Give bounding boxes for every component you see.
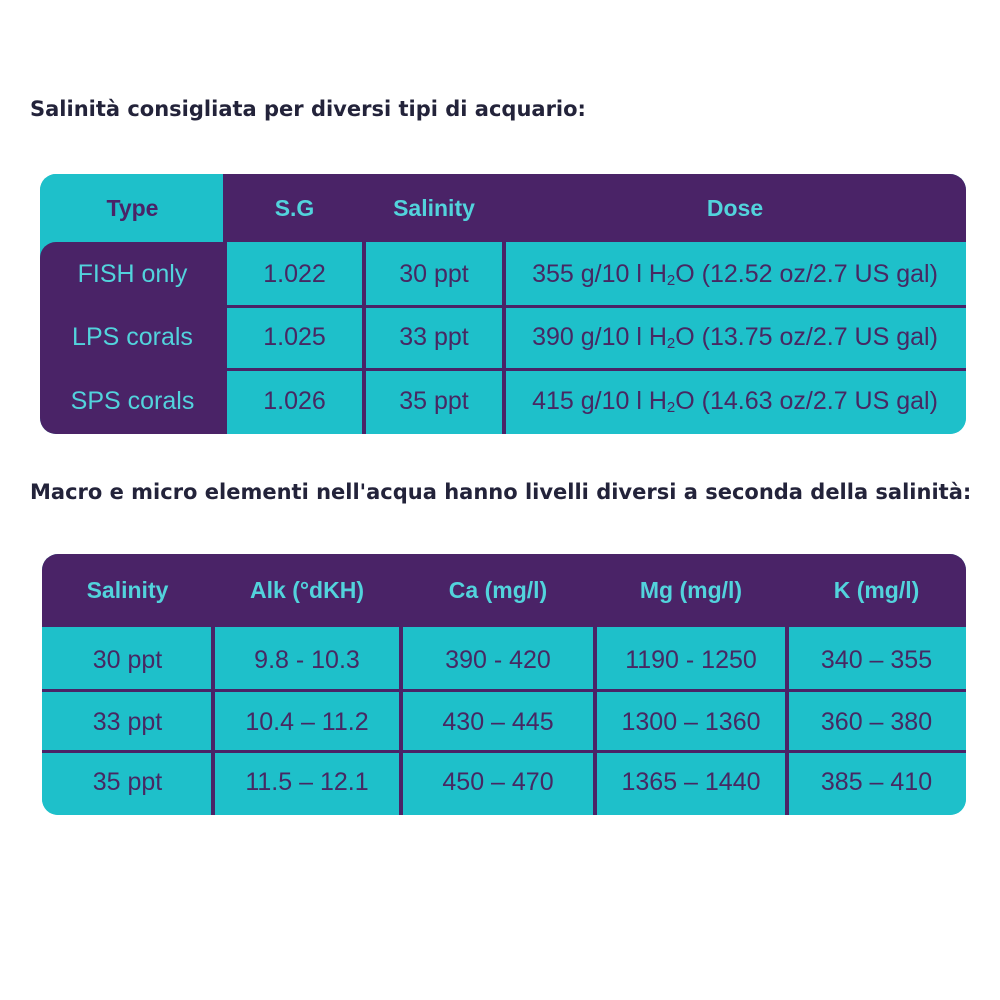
column-divider <box>211 554 215 815</box>
column-divider <box>223 174 227 434</box>
dose-subscript: 2 <box>666 399 676 416</box>
table-cell-sg: 1.022 <box>225 242 364 306</box>
table-cell-type: FISH only <box>40 242 225 306</box>
row-divider <box>40 368 966 371</box>
dose-text: 390 g/10 l H <box>532 323 667 351</box>
section-heading-elements: Macro e micro elementi nell'acqua hanno livelli diversi a seconda della salinità: <box>30 480 972 504</box>
table-header-salinity: Salinity <box>42 554 213 627</box>
table-cell-salinity: 30 ppt <box>364 242 504 306</box>
table-header-salinity: Salinity <box>364 174 504 242</box>
table-header-mg: Mg (mg/l) <box>595 554 787 627</box>
table-cell-sg: 1.026 <box>225 369 364 434</box>
dose-text: 355 g/10 l H <box>532 259 667 288</box>
table-header-type: Type <box>40 174 225 242</box>
dose-text-end: O (13.75 oz/2.7 US gal) <box>675 323 938 351</box>
dose-text: 415 g/10 l H <box>532 387 667 415</box>
column-divider <box>785 554 789 815</box>
table-cell-ca: 430 – 445 <box>442 707 554 736</box>
table-cell-type: LPS corals <box>40 306 225 369</box>
table-cell-salinity: 33 ppt <box>92 707 163 736</box>
column-divider <box>593 554 597 815</box>
table-cell-alk: 10.4 – 11.2 <box>245 707 369 736</box>
table-cell-salinity: 35 ppt <box>92 767 163 796</box>
table-cell-salinity: 35 ppt <box>364 369 504 434</box>
dose-subscript: 2 <box>666 335 676 352</box>
row-divider <box>40 305 966 308</box>
table-header-sg: S.G <box>225 174 364 242</box>
table-cell-alk: 9.8 - 10.3 <box>254 646 360 674</box>
column-divider <box>362 174 366 434</box>
table-header-ca: Ca (mg/l) <box>401 554 595 627</box>
row-divider <box>42 689 966 692</box>
table-cell-k: 385 – 410 <box>820 767 933 796</box>
dose-subscript: 2 <box>666 271 676 289</box>
dose-text-end: O (14.63 oz/2.7 US gal) <box>675 387 938 415</box>
row-divider <box>42 750 966 753</box>
column-divider <box>399 554 403 815</box>
table-cell-salinity: 33 ppt <box>364 306 504 369</box>
table-header-k: K (mg/l) <box>787 554 966 627</box>
table-cell-dose <box>504 369 966 434</box>
table-cell-alk: 11.5 – 12.1 <box>245 767 369 796</box>
table-cell-sg: 1.025 <box>225 306 364 369</box>
table-header-alk: Alk (°dKH) <box>213 554 401 627</box>
table-header-dose: Dose <box>504 174 966 242</box>
table-cell-salinity: 30 ppt <box>92 646 163 674</box>
table-cell-mg: 1190 - 1250 <box>625 646 757 674</box>
table-cell-type: SPS corals <box>40 369 225 434</box>
table-cell-k: 340 – 355 <box>820 646 933 674</box>
dose-text-end: O (12.52 oz/2.7 US gal) <box>675 259 938 288</box>
elements-table <box>42 554 966 815</box>
table-cell-dose <box>504 306 966 369</box>
section-heading-salinity: Salinità consigliata per diversi tipi di acquario: <box>30 97 586 121</box>
table-cell-mg: 1300 – 1360 <box>621 707 761 736</box>
column-divider <box>502 174 506 434</box>
table-cell-k: 360 – 380 <box>820 707 933 736</box>
table-cell-dose <box>504 242 966 306</box>
salinity-table <box>40 174 966 434</box>
table-cell-mg: 1365 – 1440 <box>621 767 761 796</box>
table-cell-ca: 450 – 470 <box>442 767 554 796</box>
table-cell-ca: 390 - 420 <box>445 646 551 674</box>
